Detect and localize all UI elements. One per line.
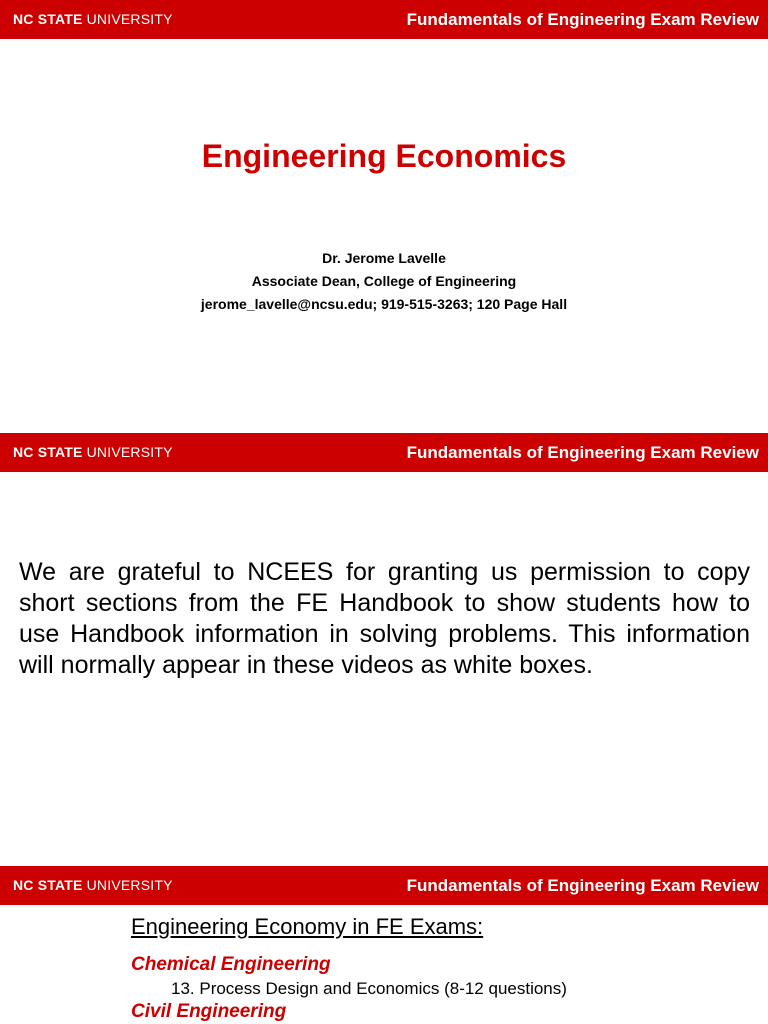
- slide-fe-exams: [0, 866, 768, 1024]
- header-title: Fundamentals of Engineering Exam Review: [406, 443, 759, 462]
- header-bar: [0, 0, 768, 39]
- header-bar: [0, 433, 768, 472]
- university-logo: NC STATE UNIVERSITY: [13, 877, 173, 893]
- discipline-civil: Civil Engineering: [131, 1001, 287, 1022]
- header-bar: [0, 866, 768, 905]
- university-logo: NC STATE UNIVERSITY: [13, 444, 173, 460]
- presentation-title: Engineering Economics: [201, 138, 567, 174]
- university-logo: NC STATE UNIVERSITY: [13, 11, 173, 27]
- author-name: Dr. Jerome Lavelle: [322, 250, 446, 266]
- author-position: Associate Dean, College of Engineering: [251, 273, 517, 289]
- header-title: Fundamentals of Engineering Exam Review: [406, 876, 759, 895]
- discipline-item: 13. Process Design and Economics (8-12 questions): [171, 979, 567, 998]
- author-contact: jerome_lavelle@ncsu.edu; 919-515-3263; 120 Page Hall: [200, 296, 568, 312]
- section-heading: Engineering Economy in FE Exams:: [131, 914, 484, 939]
- header-title: Fundamentals of Engineering Exam Review: [406, 10, 759, 29]
- discipline-chemical: Chemical Engineering: [131, 954, 331, 975]
- slide-permission: [0, 433, 768, 853]
- permission-text: We are grateful to NCEES for granting us permission to copy short sections from the FE Handbook to show students how to use Handbook information in solving problems. This information will normally appear in these videos as white boxes.: [19, 558, 750, 679]
- slide-title: [0, 0, 768, 431]
- author-block: [0, 247, 768, 316]
